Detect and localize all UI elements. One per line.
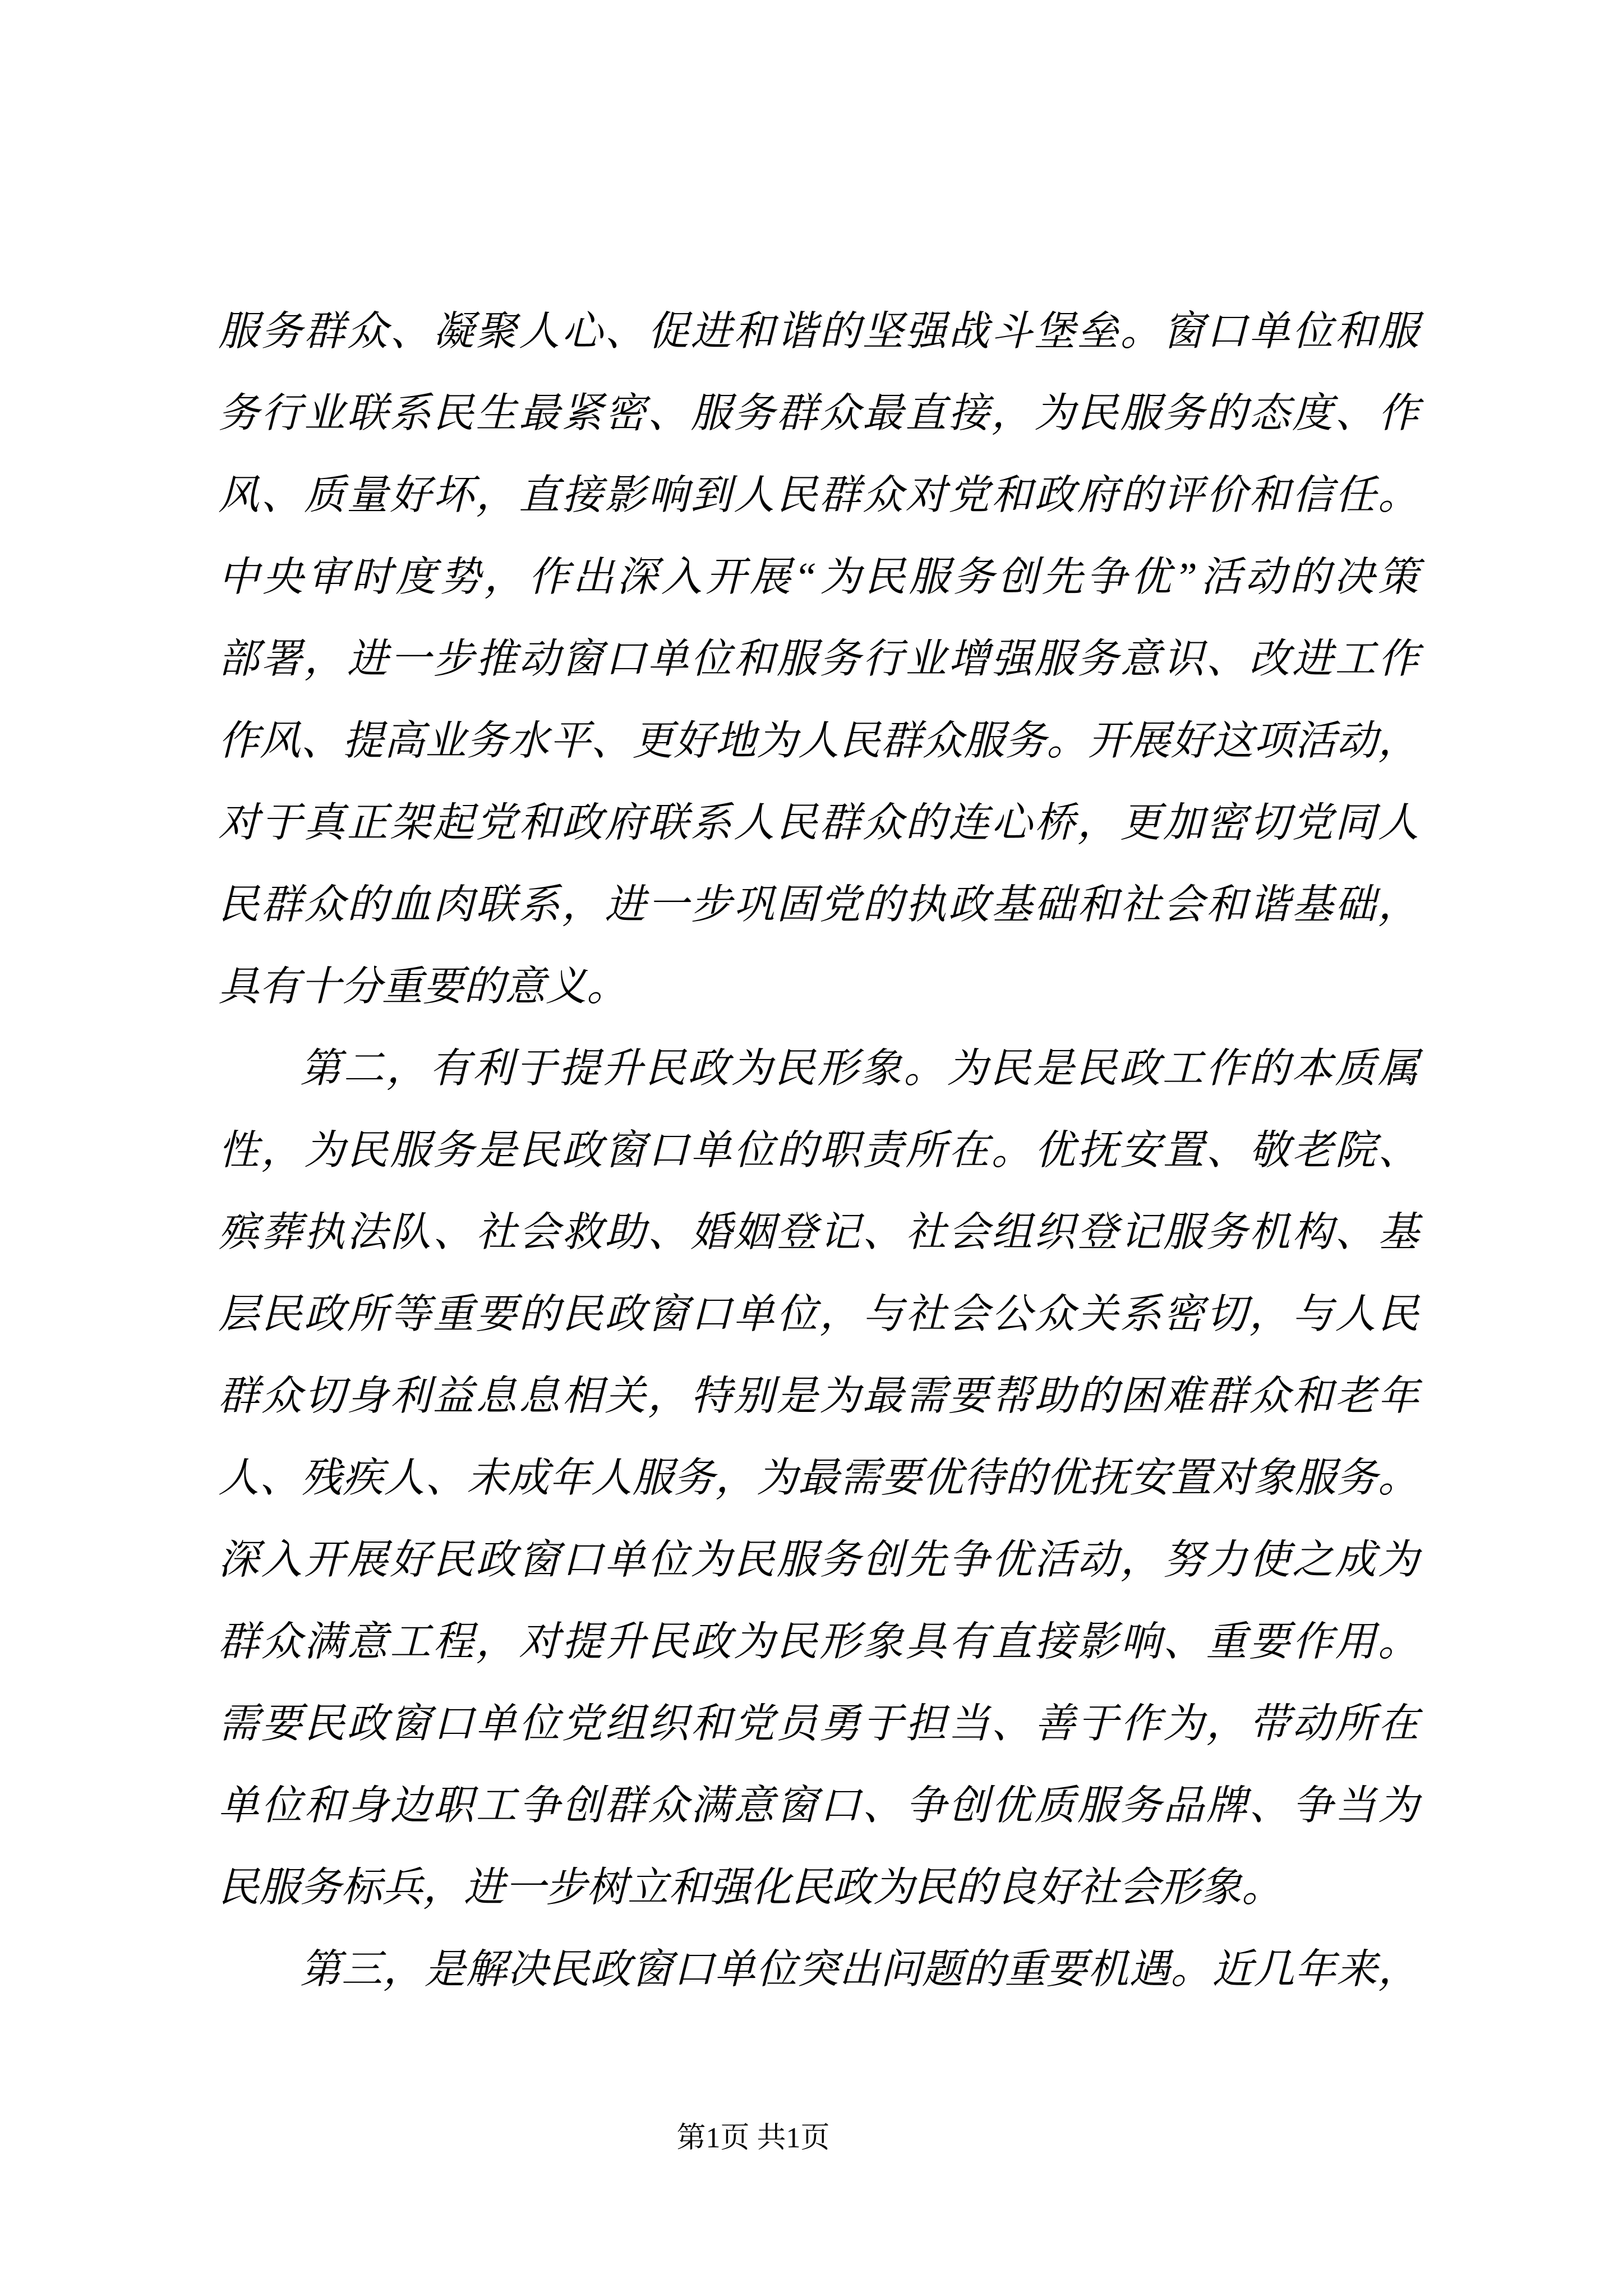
page-footer bbox=[0, 2122, 1506, 2155]
paragraph bbox=[218, 291, 1419, 1028]
text-line: 单位和身边职工争创群众满意窗口、争创优质服务品牌、争当为 bbox=[218, 1783, 1419, 1828]
paragraph bbox=[218, 1929, 1419, 2010]
text-line: 第二，有利于提升民政为民形象。为民是民政工作的本质属 bbox=[300, 1046, 1419, 1091]
footer-page-label: 第1页 共1页 bbox=[676, 2122, 830, 2154]
text-line: 务行业联系民生最紧密、服务群众最直接，为民服务的态度、作 bbox=[218, 390, 1419, 436]
text-line: 对于真正架起党和政府联系人民群众的连心桥，更加密切党同人 bbox=[218, 800, 1419, 845]
text-body bbox=[218, 291, 1419, 2010]
text-line: 深入开展好民政窗口单位为民服务创先争优活动，努力使之成为 bbox=[218, 1537, 1419, 1582]
text-line: 部署，进一步推动窗口单位和服务行业增强服务意识、改进工作 bbox=[218, 636, 1419, 682]
text-line: 层民政所等重要的民政窗口单位，与社会公众关系密切，与人民 bbox=[218, 1291, 1419, 1337]
paragraph bbox=[218, 1028, 1419, 1929]
text-line: 中央审时度势，作出深入开展“为民服务创先争优”活动的决策 bbox=[218, 554, 1419, 600]
text-line: 需要民政窗口单位党组织和党员勇于担当、善于作为，带动所在 bbox=[218, 1701, 1419, 1746]
text-line: 风、质量好坏，直接影响到人民群众对党和政府的评价和信任。 bbox=[218, 472, 1419, 518]
text-line: 群众切身利益息息相关，特别是为最需要帮助的困难群众和老年 bbox=[218, 1373, 1419, 1419]
text-line: 民群众的血肉联系，进一步巩固党的执政基础和社会和谐基础， bbox=[218, 882, 1419, 927]
text-line: 殡葬执法队、社会救助、婚姻登记、社会组织登记服务机构、基 bbox=[218, 1209, 1419, 1255]
text-line: 民服务标兵，进一步树立和强化民政为民的良好社会形象。 bbox=[218, 1865, 1283, 1910]
text-line: 服务群众、凝聚人心、促进和谐的坚强战斗堡垒。窗口单位和服 bbox=[218, 309, 1419, 354]
text-line: 人、残疾人、未成年人服务，为最需要优待的优抚安置对象服务。 bbox=[218, 1455, 1419, 1501]
text-line: 群众满意工程，对提升民政为民形象具有直接影响、重要作用。 bbox=[218, 1619, 1419, 1664]
text-line: 性，为民服务是民政窗口单位的职责所在。优抚安置、敬老院、 bbox=[218, 1128, 1419, 1173]
text-line: 第三，是解决民政窗口单位突出问题的重要机遇。近几年来， bbox=[300, 1947, 1419, 1992]
text-line: 作风、提高业务水平、更好地为人民群众服务。开展好这项活动， bbox=[218, 718, 1419, 763]
text-line: 具有十分重要的意义。 bbox=[218, 964, 628, 1009]
